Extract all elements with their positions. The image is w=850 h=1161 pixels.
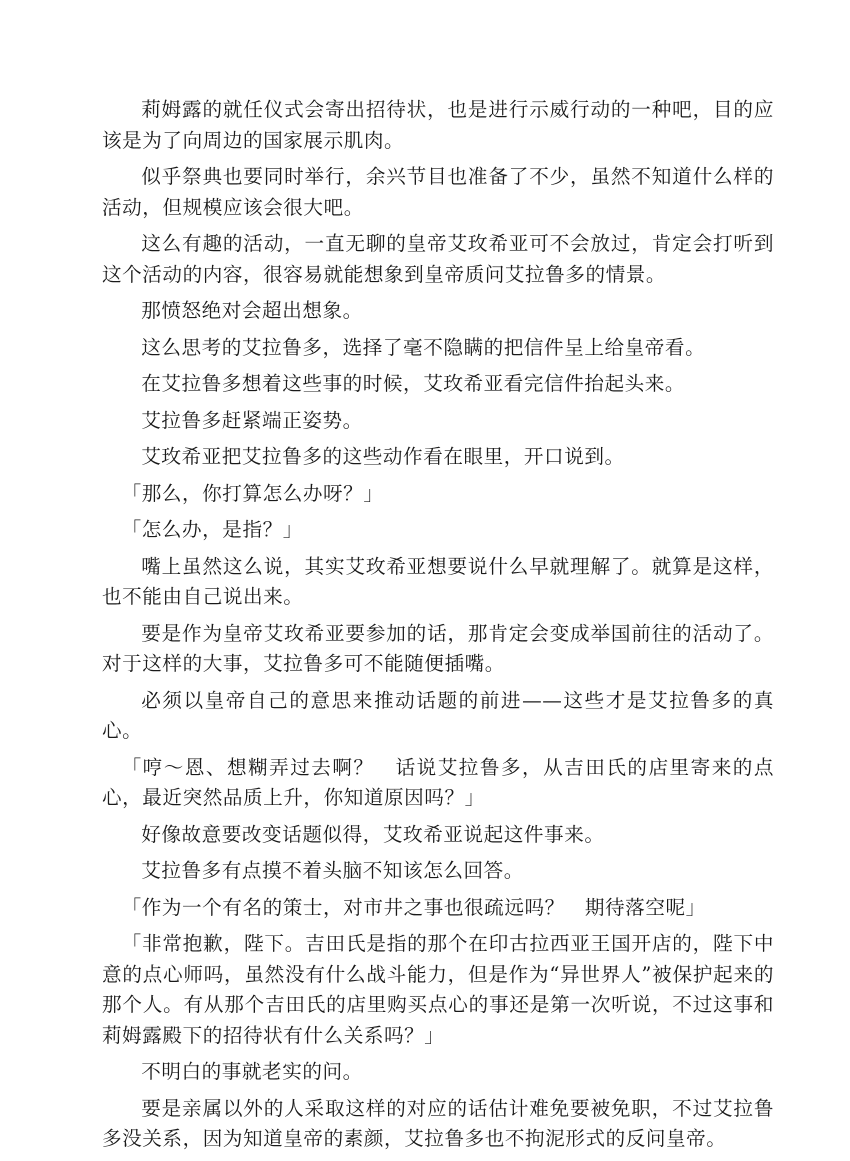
dialogue-line: 「怎么办，是指？」	[121, 518, 303, 541]
paragraph: 那愤怒绝对会超出想象。	[141, 299, 363, 322]
paragraph: 要是作为皇帝艾玫希亚要参加的话，那肯定会变成举国前往的活动了。对于这样的大事，艾拉鲁多可不能随便插嘴。	[102, 621, 774, 675]
dialogue-line: 「作为一个有名的策士，对市井之事也很疏远吗？ 期待落空呢」	[121, 895, 706, 919]
paragraph: 似乎祭典也要同时举行，余兴节目也准备了不少，虽然不知道什么样的活动，但规模应该会很大吧。	[102, 165, 774, 219]
paragraph: 必须以皇帝自己的意思来推动话题的前进——这些才是艾拉鲁多的真心。	[102, 688, 774, 742]
paragraph: 要是亲属以外的人采取这样的对应的话估计难免要被免职，不过艾拉鲁多没关系，因为知道皇帝的素颜，艾拉鲁多也不拘泥形式的反问皇帝。	[102, 1096, 774, 1150]
paragraph: 莉姆露的就任仪式会寄出招待状，也是进行示威行动的一种吧，目的应该是为了向周边的国家展示肌肉。	[102, 98, 774, 152]
paragraph: 艾拉鲁多有点摸不着头脑不知该怎么回答。	[141, 859, 524, 882]
document-page	[102, 95, 774, 1161]
paragraph: 这么思考的艾拉鲁多，选择了毫不隐瞒的把信件呈上给皇帝看。	[141, 335, 706, 359]
paragraph: 艾拉鲁多赶紧端正姿势。	[141, 408, 363, 432]
dialogue-line: 「非常抱歉，陛下。吉田氏是指的那个在印古拉西亚王国开店的，陛下中意的点心师吗，虽然没有什么战斗能力，但是作为“异世界人”被保护起来的那个人。有从那个吉田氏的店里购买点心的事还是第一次听说，不过这事和莉姆露殿下的招待状有什么关系吗？」	[102, 932, 774, 1047]
paragraph: 在艾拉鲁多想着这些事的时候，艾玫希亚看完信件抬起头来。	[141, 372, 686, 395]
dialogue-line: 「那么，你打算怎么办呀？」	[121, 481, 384, 505]
paragraph: 嘴上虽然这么说，其实艾玫希亚想要说什么早就理解了。就算是这样，也不能由自己说出来。	[102, 554, 774, 608]
paragraph: 好像故意要改变话题似得，艾玫希亚说起这件事来。	[141, 822, 605, 846]
paragraph: 艾玫希亚把艾拉鲁多的这些动作看在眼里，开口说到。	[141, 445, 625, 468]
paragraph: 不明白的事就老实的问。	[141, 1060, 363, 1083]
dialogue-line: 「哼～恩、想糊弄过去啊？ 话说艾拉鲁多，从吉田氏的店里寄来的点心，最近突然品质上升，你知道原因吗？」	[102, 755, 774, 809]
paragraph: 这么有趣的活动，一直无聊的皇帝艾玫希亚可不会放过，肯定会打听到这个活动的内容，很容易就能想象到皇帝质问艾拉鲁多的情景。	[102, 232, 774, 286]
